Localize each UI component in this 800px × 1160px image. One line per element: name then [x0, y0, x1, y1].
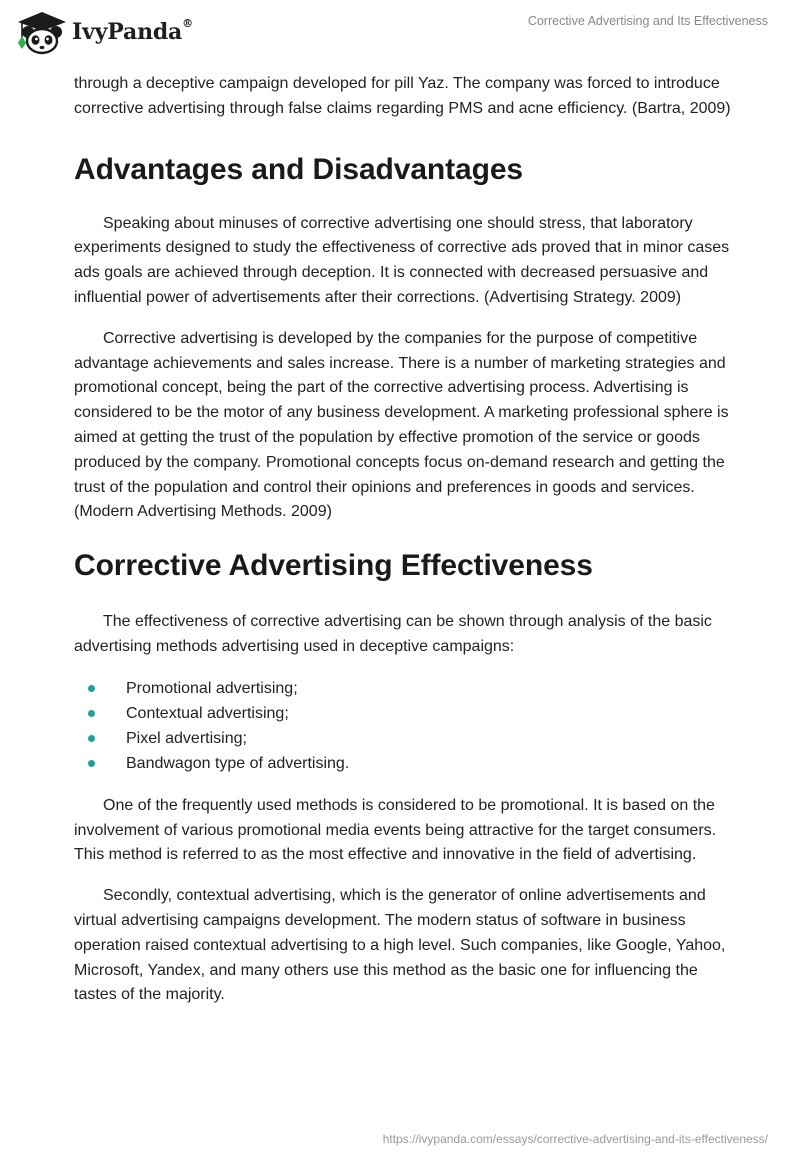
bullet-icon [88, 735, 95, 742]
source-url[interactable]: https://ivypanda.com/essays/corrective-advertising-and-its-effectiveness/ [382, 1132, 768, 1146]
document-title: Corrective Advertising and Its Effectiveness [527, 14, 768, 28]
essay-body [74, 72, 734, 1008]
section-heading-effectiveness: Corrective Advertising Effectiveness [74, 549, 593, 583]
bullet-icon [88, 710, 95, 717]
list-item: Bandwagon type of advertising. [74, 751, 734, 776]
paragraph: Speaking about minuses of corrective advertising one should stress, that laboratory experiments designed to study the effectiveness of corrective ads proved that in minor cases ads goals are achieved through deception. It is connected with decreased persuasive and influential power of advertisements after their corrections. (Advertising Strategy. 2009) [74, 214, 730, 306]
list-item: Promotional advertising; [74, 676, 734, 701]
bullet-icon [88, 685, 95, 692]
list-item: Pixel advertising; [74, 726, 734, 751]
bullet-icon [88, 760, 95, 767]
page-header [0, 0, 800, 64]
panda-graduate-icon [14, 9, 66, 55]
section-heading-advantages: Advantages and Disadvantages [74, 152, 524, 186]
ivypanda-logo[interactable] [14, 9, 193, 55]
intro-paragraph: through a deceptive campaign developed for pill Yaz. The company was forced to introduce corrective advertising through false claims regarding PMS and acne efficiency. (Bartra, 2009) [74, 75, 731, 117]
paragraph: One of the frequently used methods is considered to be promotional. It is based on the involvement of various promotional media events being attractive for the target consumers. This method is referred to as the most effective and innovative in the field of advertising. [74, 796, 717, 864]
paragraph: Corrective advertising is developed by the companies for the purpose of competitive advantage achievements and sales increase. There is a number of marketing strategies and promotional concept, being the part of the corrective advertising process. Advertising is considered to be the motor of any business development. A marketing professional sphere is aimed at getting the trust of the population by effective promotion of the service or goods produced by the company. Promotional concepts focus on-demand research and getting the trust of the population and control their opinions and preferences in goods and services. (Modern Advertising Methods. 2009) [74, 329, 729, 521]
paragraph: Secondly, contextual advertising, which is the generator of online advertisements and virtual advertising campaigns development. The modern status of software in business operation raised contextual advertising to a high level. Such companies, like Google, Yahoo, Microsoft, Yandex, and many others use this method as the basic one for influencing the tastes of the majority. [74, 887, 726, 1004]
paragraph: The effectiveness of corrective advertising can be shown through analysis of the basic advertising methods advertising used in deceptive campaigns: [74, 613, 712, 655]
brand-name: IvyPanda® [72, 17, 193, 45]
methods-list [74, 676, 734, 776]
list-item: Contextual advertising; [74, 701, 734, 726]
registered-mark: ® [182, 17, 193, 30]
